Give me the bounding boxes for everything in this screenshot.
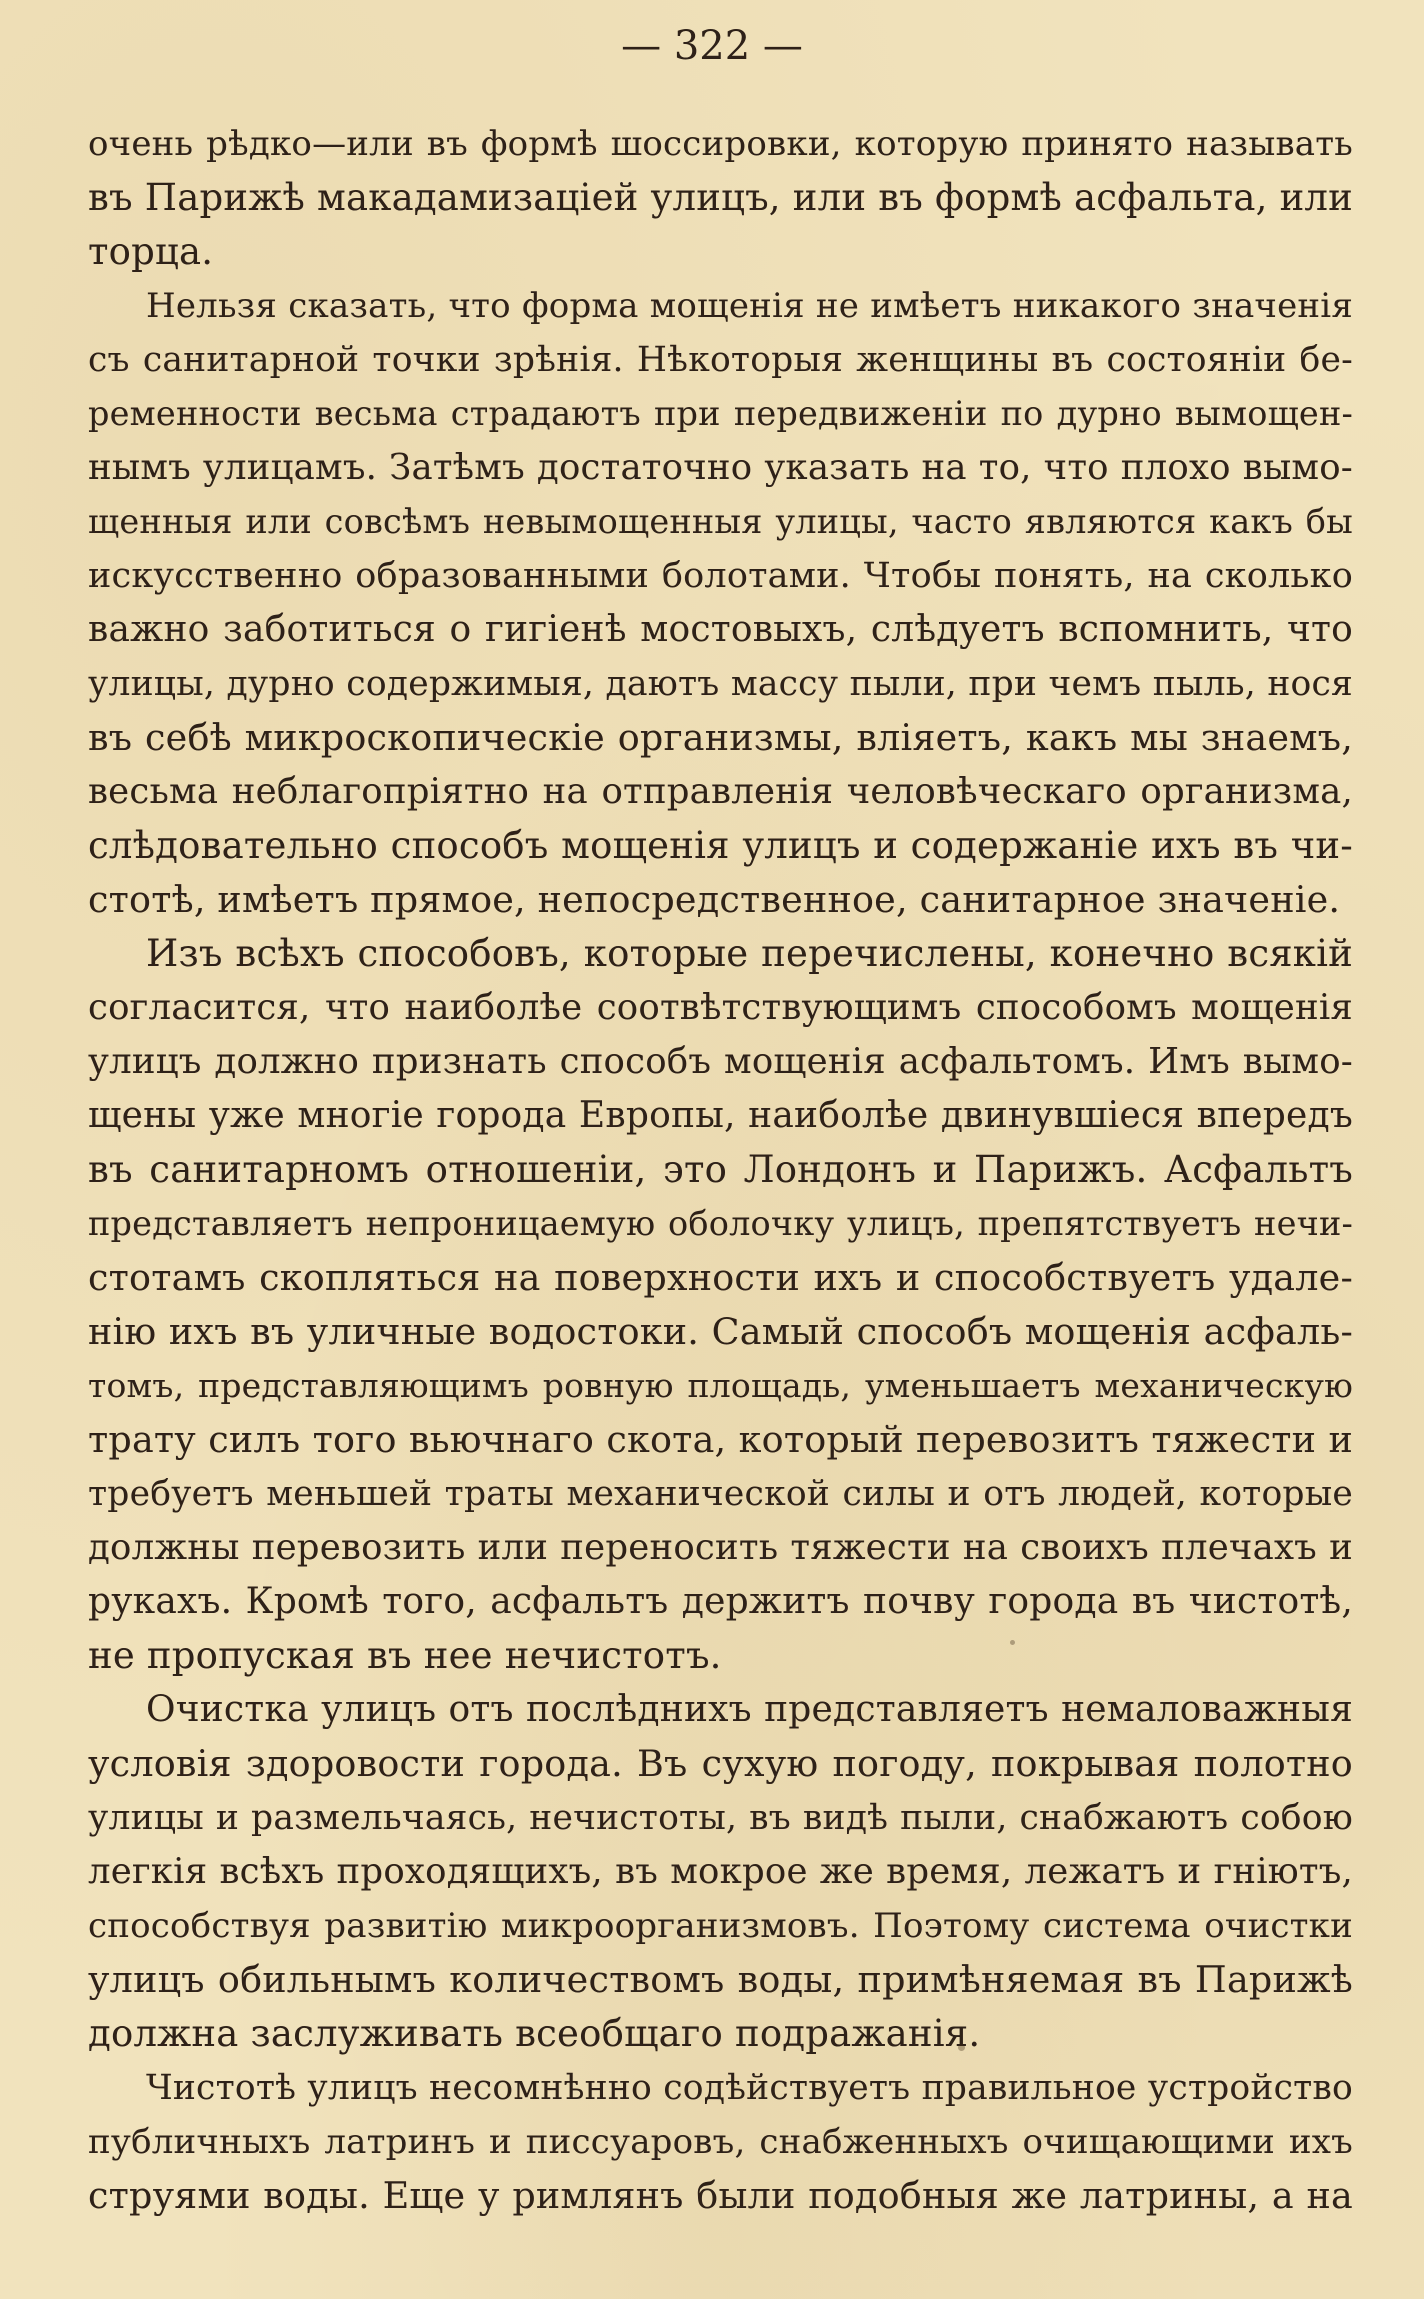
paragraph-start-line: Изъ всѣхъ способовъ, которые перечислены, конечно всякій <box>146 932 1353 975</box>
paper-speck <box>1239 956 1243 960</box>
body-text <box>88 117 1353 2223</box>
text-line: торца. <box>88 230 214 273</box>
text-line: улицы, дурно содержимыя, даютъ массу пыли, при чемъ пыль, нося <box>88 664 1353 704</box>
text-line: легкія всѣхъ проходящихъ, въ мокрое же время, лежатъ и гніютъ, <box>88 1851 1353 1892</box>
text-line: щены уже многіе города Европы, наиболѣе двинувшіеся впередъ <box>88 1095 1353 1136</box>
text-line: весьма неблагопріятно на отправленія человѣческаго организма, <box>88 771 1353 812</box>
text-line: требуетъ меньшей траты механической силы и отъ людей, которые <box>88 1474 1353 1514</box>
paper-speck <box>958 2044 965 2051</box>
text-line: должны перевозить или переносить тяжести на своихъ плечахъ и <box>88 1527 1353 1568</box>
text-line: улицъ должно признать способъ мощенія асфальтомъ. Имъ вымо- <box>88 1041 1353 1082</box>
paragraph-start-line: Очистка улицъ отъ послѣднихъ представляетъ немаловажныя <box>146 1689 1353 1730</box>
paragraph-start-line: Чистотѣ улицъ несомнѣнно содѣйствуетъ правильное устройство <box>146 2068 1353 2108</box>
text-line: очень рѣдко—или въ формѣ шоссировки, которую принято называть <box>88 124 1353 164</box>
text-line: важно заботиться о гигіенѣ мостовыхъ, слѣдуетъ вспомнить, что <box>88 609 1353 650</box>
text-line: щенныя или совсѣмъ невымощенныя улицы, часто являются какъ бы <box>88 502 1353 541</box>
paragraph-start-line: Нельзя сказать, что форма мощенія не имѣетъ никакого значенія <box>146 286 1353 326</box>
text-line: въ себѣ микроскопическіе организмы, вліяетъ, какъ мы знаемъ, <box>88 716 1353 759</box>
text-line: томъ, представляющимъ ровную площадь, уменьшаетъ механическую <box>88 1366 1353 1405</box>
text-line: согласится, что наиболѣе соотвѣтствующимъ способомъ мощенія <box>88 987 1353 1028</box>
text-line: улицъ обильнымъ количествомъ воды, примѣняемая въ Парижѣ <box>88 1958 1353 2001</box>
text-line: съ санитарной точки зрѣнія. Нѣкоторыя женщины въ состояніи бе- <box>88 340 1353 380</box>
text-line: способствуя развитію микроорганизмовъ. Поэтому система очистки <box>88 1906 1353 1946</box>
text-line: искусственно образованными болотами. Чтобы понять, на сколько <box>88 556 1353 596</box>
page-number: — 322 — <box>621 23 803 69</box>
text-line: слѣдовательно способъ мощенія улицъ и содержаніе ихъ въ чи- <box>88 824 1353 867</box>
text-line: улицы и размельчаясь, нечистоты, въ видѣ пыли, снабжаютъ собою <box>88 1798 1353 1838</box>
text-line: должна заслуживать всеобщаго подражанія. <box>88 2012 981 2055</box>
text-line: рукахъ. Кромѣ того, асфальтъ держитъ почву города въ чистотѣ, <box>88 1581 1353 1622</box>
text-line: стотѣ, имѣетъ прямое, непосредственное, санитарное значеніе. <box>88 878 1341 921</box>
text-line: нію ихъ въ уличные водостоки. Самый способъ мощенія асфаль- <box>88 1310 1353 1353</box>
text-line: условія здоровости города. Въ сухую погоду, покрывая полотно <box>88 1742 1353 1785</box>
text-line: нымъ улицамъ. Затѣмъ достаточно указать на то, что плохо вымо- <box>88 447 1353 488</box>
text-line: не пропуская въ нее нечистотъ. <box>88 1634 722 1677</box>
text-line: стотамъ скопляться на поверхности ихъ и способствуетъ удале- <box>88 1256 1353 1299</box>
text-line: трату силъ того вьючнаго скота, который перевозитъ тяжести и <box>88 1418 1353 1461</box>
text-line: представляетъ непроницаемую оболочку улицъ, препятствуетъ нечи- <box>88 1204 1353 1243</box>
text-line: въ Парижѣ макадамизаціей улицъ, или въ формѣ асфальта, или <box>88 176 1353 219</box>
text-line: струями воды. Еще у римлянъ были подобныя же латрины, а на <box>88 2174 1353 2217</box>
text-line: публичныхъ латринъ и писсуаровъ, снабженныхъ очищающими ихъ <box>88 2122 1353 2162</box>
text-line: въ санитарномъ отношеніи, это Лондонъ и Парижъ. Асфальтъ <box>88 1148 1353 1191</box>
text-line: ременности весьма страдаютъ при передвиженіи по дурно вымощен- <box>88 394 1353 433</box>
paper-speck <box>1010 1640 1015 1645</box>
